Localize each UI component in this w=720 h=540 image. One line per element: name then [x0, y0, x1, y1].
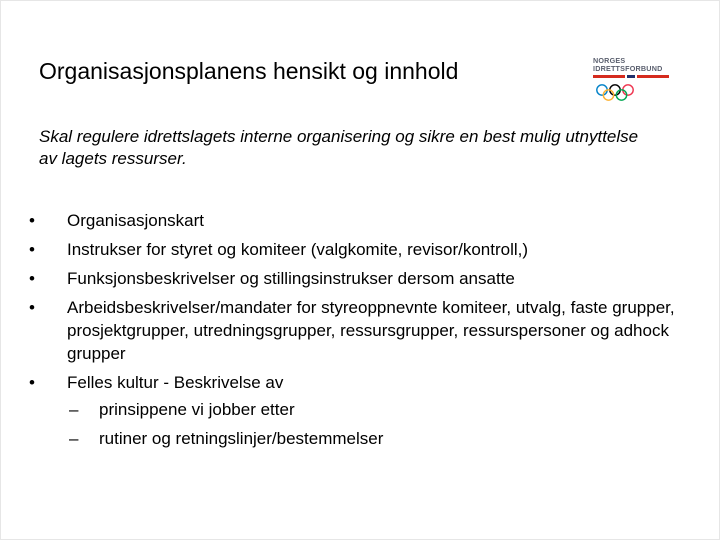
bullet-item [27, 371, 687, 450]
sub-bullet-text: rutiner og retningslinjer/bestemmelser [99, 429, 384, 448]
bullet-text: Arbeidsbeskrivelser/mandater for styreoppnevnte komiteer, utvalg, faste grupper, prosjektgrupper, utredningsgrupper, ressursgrupper, ressurspersoner og adhock grupper [67, 298, 675, 363]
bullet-dot: • [29, 240, 35, 259]
intro-text: Skal regulere idrettslagets interne organisering og sikre en best mulig utnyttelse av lagets ressurser. [39, 127, 639, 168]
norges-idrettsforbund-logo [589, 53, 673, 105]
logo-text-line2: IDRETTSFORBUND [593, 64, 663, 73]
bullet-text: Felles kultur - Beskrivelse av [67, 373, 284, 392]
sub-bullet-item [67, 427, 687, 450]
bullet-dot: • [29, 298, 35, 317]
sub-bullet-item [67, 398, 687, 421]
flag-red-segment [637, 75, 669, 78]
sub-bullet-dash: – [69, 429, 79, 448]
logo-flag-stripe [593, 75, 669, 78]
logo-text-line1: NORGES [593, 56, 626, 65]
bullet-text: Organisasjonskart [67, 211, 205, 230]
bullet-item [27, 209, 687, 232]
bullet-dot: • [29, 211, 35, 230]
bullet-text: Funksjonsbeskrivelser og stillingsinstrukser dersom ansatte [67, 269, 515, 288]
slide-title: Organisasjonsplanens hensikt og innhold [39, 58, 459, 84]
flag-blue-segment [627, 75, 635, 78]
bullet-item [27, 296, 687, 365]
olympic-rings-icon [595, 83, 635, 101]
sub-bullet-text: prinsippene vi jobber etter [99, 400, 295, 419]
sub-bullet-dash: – [69, 400, 79, 419]
bullet-item [27, 238, 687, 261]
flag-red-segment [593, 75, 625, 78]
bullet-list [27, 209, 687, 456]
bullet-dot: • [29, 269, 35, 288]
bullet-text: Instrukser for styret og komiteer (valgkomite, revisor/kontroll,) [67, 240, 529, 259]
sub-bullet-list [67, 398, 687, 450]
bullet-dot: • [29, 373, 35, 392]
bullet-item [27, 267, 687, 290]
